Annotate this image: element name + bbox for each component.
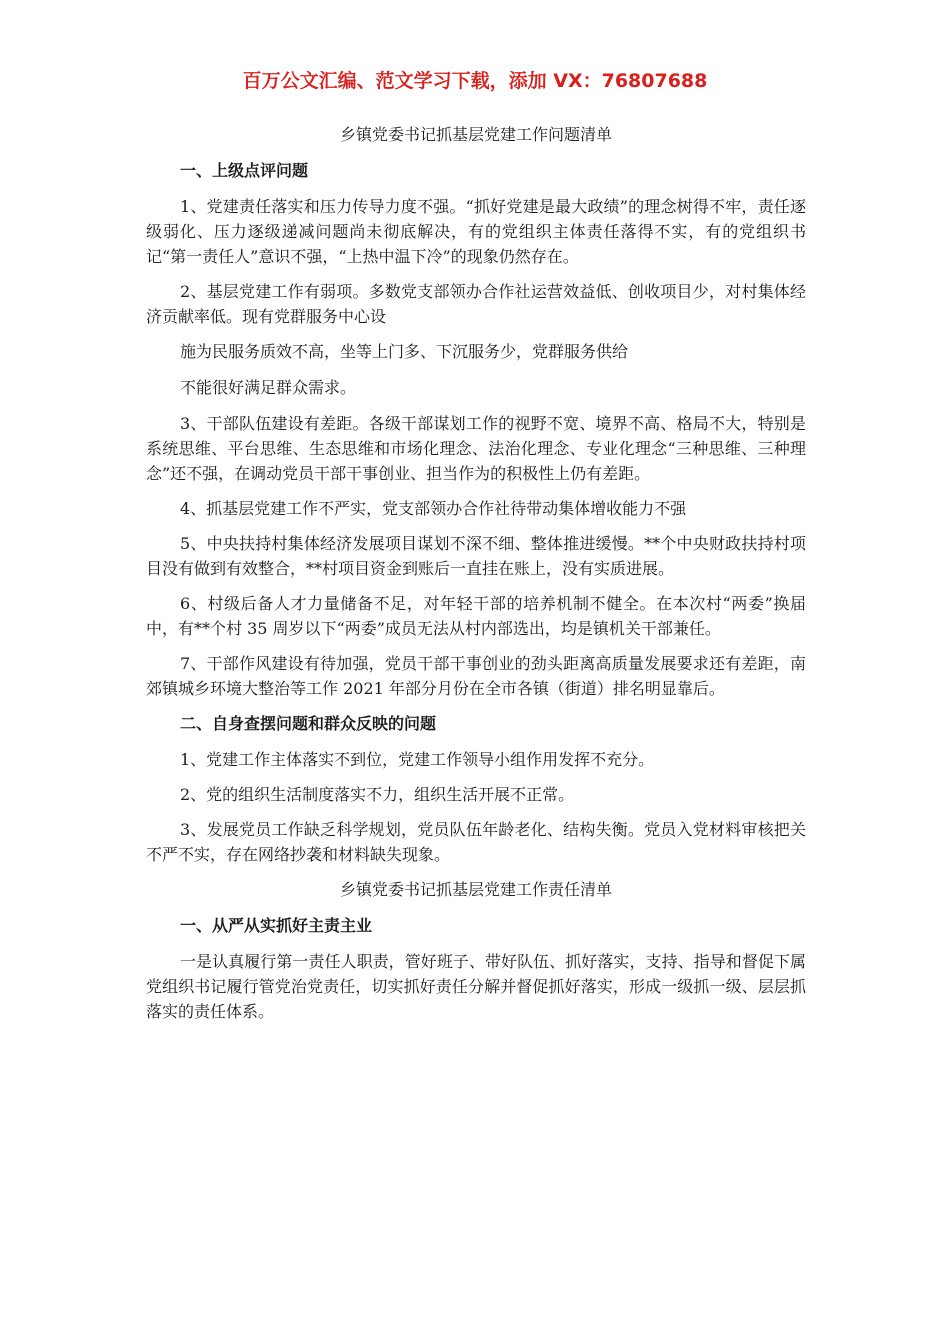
responsibility-list-title: 乡镇党委书记抓基层党建工作责任清单	[339, 880, 612, 899]
paragraph: 2、基层党建工作有弱项。多数党支部领办合作社运营效益低、创收项目少，对村集体经济贡献率低。现有党群服务中心设	[146, 282, 806, 326]
paragraph: 1、党建工作主体落实不到位，党建工作领导小组作用发挥不充分。	[180, 750, 655, 769]
paragraph: 1、党建责任落实和压力传导力度不强。“抓好党建是最大政绩”的理念树得不牢，责任逐级弱化、压力逐级递减问题尚未彻底解决，有的党组织主体责任落得不实，有的党组织书记“第一责任人”意识不强，“上热中温下冷”的现象仍然存在。	[146, 197, 806, 266]
paragraph: 一是认真履行第一责任人职责，管好班子、带好队伍、抓好落实，支持、指导和督促下属党组织书记履行管党治党责任，切实抓好责任分解并督促抓好落实，形成一级抓一级、层层抓落实的责任体系。	[146, 952, 806, 1021]
paragraph: 3、发展党员工作缺乏科学规划，党员队伍年龄老化、结构失衡。党员入党材料审核把关不严不实，存在网络抄袭和材料缺失现象。	[146, 820, 806, 864]
paragraph-fragment: 不能很好满足群众需求。	[180, 378, 357, 397]
paragraph: 4、抓基层党建工作不严实，党支部领办合作社待带动集体增收能力不强	[180, 499, 687, 518]
promo-banner: 百万公文汇编、范文学习下载，添加 VX：76807688	[242, 70, 708, 92]
paragraph-fragment: 施为民服务质效不高，坐等上门多、下沉服务少，党群服务供给	[180, 342, 629, 361]
paragraph: 7、干部作风建设有待加强，党员干部干事创业的劲头距离高质量发展要求还有差距，南郊镇城乡环境大整治等工作 2021 年部分月份在全市各镇（街道）排名明显靠后。	[146, 654, 806, 698]
section-heading-superior-review: 一、上级点评问题	[180, 161, 309, 180]
section-heading-main-duty: 一、从严从实抓好主责主业	[180, 916, 373, 935]
section-heading-self-review: 二、自身查摆问题和群众反映的问题	[180, 714, 437, 733]
paragraph: 5、中央扶持村集体经济发展项目谋划不深不细、整体推进缓慢。**个中央财政扶持村项目没有做到有效整合，**村项目资金到账后一直挂在账上，没有实质进展。	[146, 534, 806, 578]
paragraph: 3、干部队伍建设有差距。各级干部谋划工作的视野不宽、境界不高、格局不大，特别是系统思维、平台思维、生态思维和市场化理念、法治化理念、专业化理念“三种思维、三种理念”还不强，在调动党员干部干事创业、担当作为的积极性上仍有差距。	[146, 414, 806, 483]
problem-list-title: 乡镇党委书记抓基层党建工作问题清单	[339, 125, 612, 144]
document-body	[146, 122, 806, 1034]
paragraph: 2、党的组织生活制度落实不力，组织生活开展不正常。	[180, 785, 575, 804]
paragraph: 6、村级后备人才力量储备不足，对年轻干部的培养机制不健全。在本次村“两委”换届中，有**个村 35 周岁以下“两委”成员无法从村内部选出，均是镇机关干部兼任。	[146, 594, 806, 638]
